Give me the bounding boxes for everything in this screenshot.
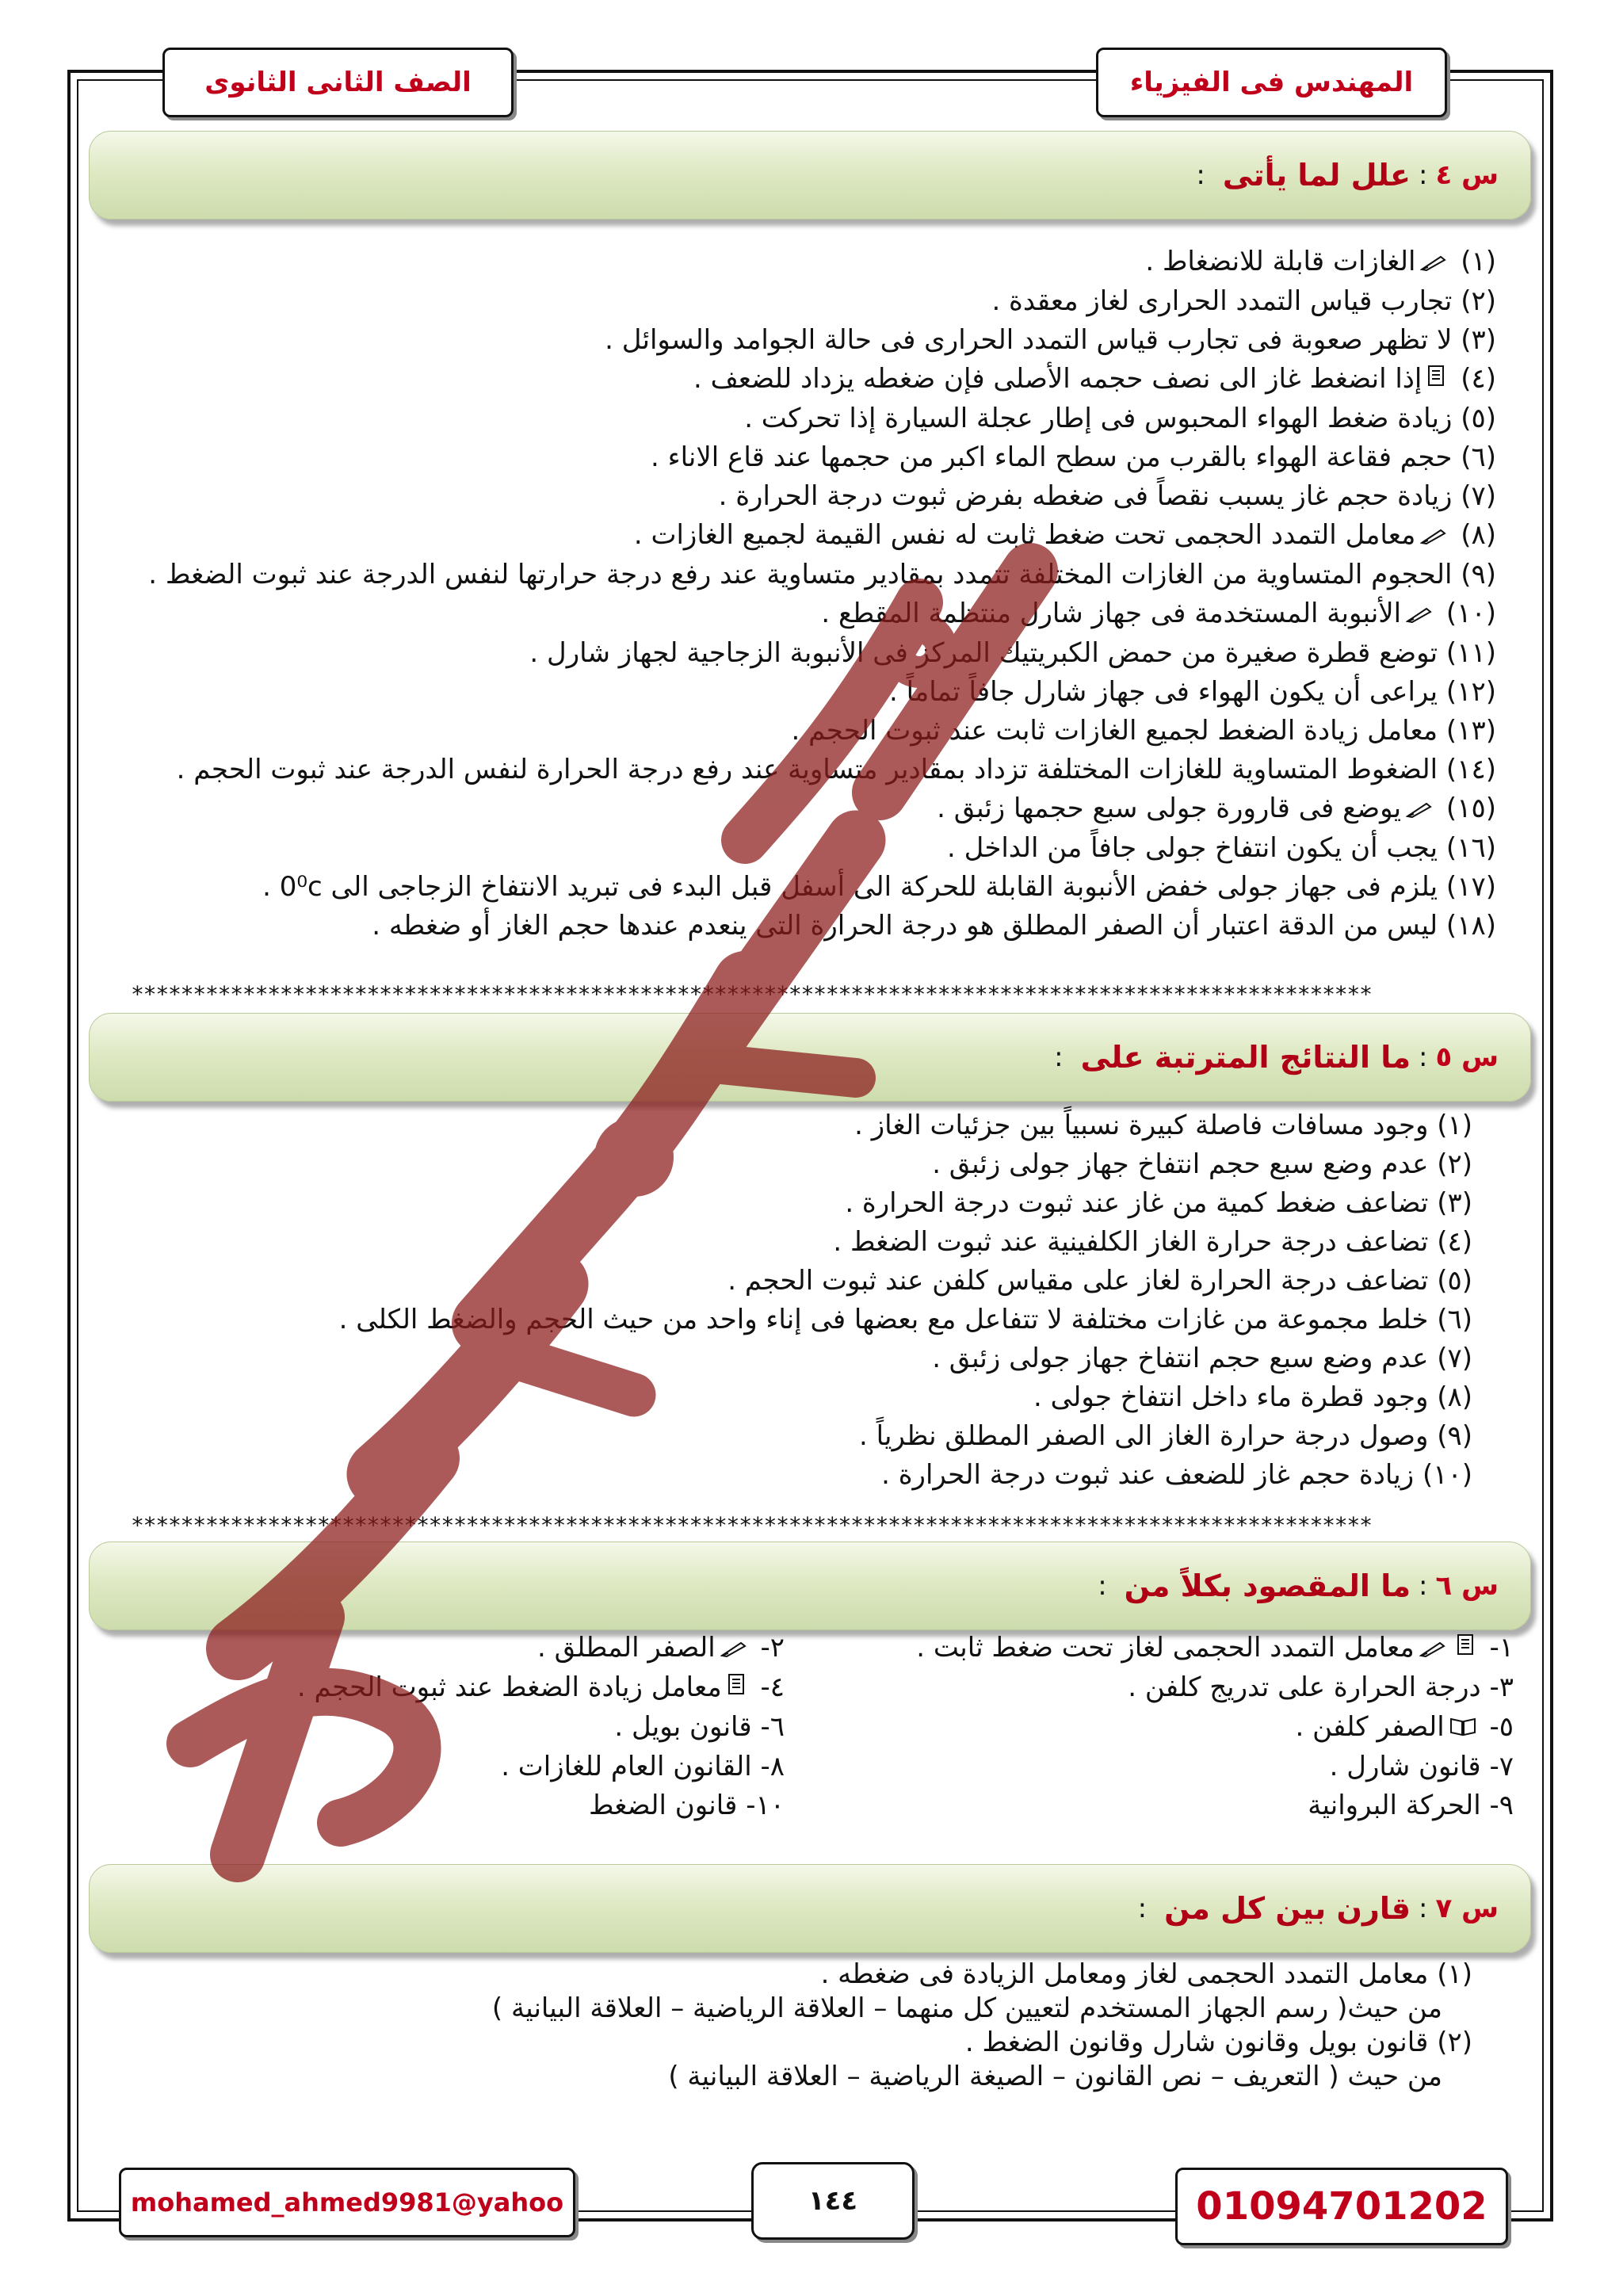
q4-item [148, 868, 1496, 907]
q4-item-text: لا تظهر صعوبة فى تجارب قياس التمدد الحرارى فى حالة الجوامد والسوائل . [605, 324, 1453, 356]
q7-number: س ٧ [1435, 1893, 1499, 1924]
q6-item-text: معامل التمدد الحجمى لغاز تحت ضغط ثابت . [916, 1632, 1415, 1664]
q4-item-text: الأنبوبة المستخدمة فى جهاز شارل منتظمة المقطع . [821, 598, 1402, 629]
q5-item-number: (٦) [1437, 1304, 1472, 1335]
q6-item-text: الصفر المطلق . [537, 1632, 716, 1664]
q4-item-text: يوضع فى قارورة جولى سبع حجمها زئبق . [937, 793, 1402, 824]
q5-item-number: (٤) [1437, 1226, 1472, 1258]
q5-item [339, 1223, 1472, 1262]
q5-title-bar: س ٥ : ما النتائج المترتبة على : [89, 1013, 1531, 1102]
q5-item-text: وجود قطرة ماء داخل انتفاخ جولى . [1033, 1381, 1438, 1413]
q4-item [148, 712, 1496, 751]
q4-item [148, 438, 1496, 477]
q4-item-text: الغازات قابلة للانضغاط . [1145, 246, 1416, 277]
q4-item-number: (١٦) [1438, 832, 1496, 864]
q4-item-text: يراعى أن يكون الهواء فى جهاز شارل جافاً تماماً . [889, 676, 1438, 708]
q5-item-number: (٩) [1437, 1420, 1472, 1452]
q5-item-number: (٢) [1437, 1148, 1472, 1180]
header-grade-label: الصف الثانى الثانوى [162, 48, 514, 117]
q4-item [148, 829, 1496, 868]
document-icon [1456, 1629, 1476, 1668]
q5-item-text: تضاعف درجة الحرارة لغاز على مقياس كلفن عند ثبوت الحجم . [727, 1265, 1438, 1297]
q6-item [785, 1748, 1514, 1786]
q4-item-number: (٦) [1452, 441, 1496, 473]
q4-item-number: (٥) [1452, 403, 1496, 434]
q5-item-number: (١٠) [1422, 1459, 1472, 1491]
q6-item [119, 1668, 785, 1708]
q4-item-text: الضغوط المتساوية للغازات المختلفة تزداد بمقادير متساوية عند رفع درجة الحرارة لنفس الدرجة عند ثبوت الحجم . [176, 754, 1438, 785]
separator-1: **************************************************************************************************** [131, 981, 1372, 1007]
q4-item [148, 477, 1496, 516]
q6-number: س ٦ [1435, 1570, 1499, 1602]
q4-item-text: إذا انضغط غاز الى نصف حجمه الأصلى فإن ضغطه يزداد للضعف . [693, 363, 1423, 395]
q5-item [339, 1378, 1472, 1417]
q4-item-number: (١٢) [1438, 676, 1496, 708]
q5-item [339, 1145, 1472, 1184]
q5-item-text: تضاعف درجة حرارة الغاز الكلفينية عند ثبوت الضغط . [833, 1226, 1438, 1258]
q5-item-text: عدم وضع سبع حجم انتفاخ جهاز جولى زئبق . [932, 1343, 1438, 1374]
q6-item [119, 1629, 785, 1668]
q4-item-number: (١٨) [1438, 910, 1496, 942]
q4-item [148, 594, 1496, 634]
q6-item-number: ٦- [751, 1711, 785, 1743]
q5-item-number: (٣) [1437, 1187, 1472, 1219]
q4-item-text: معامل زيادة الضغط لجميع الغازات ثابت عند ثبوت الحجم . [791, 715, 1438, 747]
q4-item-text: يلزم فى جهاز جولى خفض الأنبوبة القابلة للحركة الى أسفل قبل البدء فى تبريد الانتفاخ الزجاجى الى 0⁰c . [262, 871, 1438, 903]
q4-item-number: (١) [1452, 246, 1496, 277]
q5-item [339, 1106, 1472, 1145]
q4-item-number: (١٣) [1438, 715, 1496, 747]
q4-item [148, 556, 1496, 594]
q6-item-text: القانون العام للغازات . [501, 1751, 752, 1782]
q7-title: قارن بين كل من [1164, 1891, 1411, 1926]
q7-list [492, 1958, 1472, 2094]
q6-item-text: قانون الضغط [589, 1790, 738, 1821]
q4-item-text: زيادة ضغط الهواء المحبوس فى إطار عجلة السيارة إذا تحركت . [744, 403, 1453, 434]
q4-list [148, 243, 1496, 946]
q4-item-number: (٩) [1452, 559, 1496, 590]
pen-note-icon [720, 1629, 747, 1668]
q4-item-text: توضع قطرة صغيرة من حمض الكبريتيك المركز فى الأنبوبة الزجاجية لجهاز شارل . [529, 637, 1438, 669]
q6-item [785, 1708, 1514, 1748]
q4-item [148, 360, 1496, 399]
q6-item-number: ٤- [751, 1671, 785, 1703]
q6-title: ما المقصود بكلاً من [1124, 1568, 1411, 1603]
q5-item [339, 1417, 1472, 1456]
footer-page-number: ١٤٤ [751, 2162, 915, 2240]
q4-item [148, 789, 1496, 829]
q4-item-text: حجم فقاعة الهواء بالقرب من سطح الماء اكبر من حجمها عند قاع الاناء . [650, 441, 1453, 473]
q4-item [148, 634, 1496, 673]
q5-item-number: (٨) [1437, 1381, 1472, 1413]
q4-item-number: (٢) [1452, 285, 1496, 317]
pen-note-icon [1420, 517, 1447, 556]
q5-item [339, 1262, 1472, 1301]
q4-number: س ٤ [1435, 159, 1499, 191]
header-author-label: المهندس فى الفيزياء [1096, 48, 1447, 117]
q5-title: ما النتائج المترتبة على [1080, 1040, 1411, 1075]
q6-item-number: ٧- [1480, 1751, 1514, 1782]
q5-item-text: وصول درجة حرارة الغاز الى الصفر المطلق نظرياً . [859, 1420, 1438, 1452]
q6-item-text: قانون بويل . [614, 1711, 752, 1743]
separator-2: **************************************************************************************************** [131, 1512, 1372, 1538]
q5-item-text: تضاعف ضغط كمية من غاز عند ثبوت درجة الحرارة . [845, 1187, 1438, 1219]
q4-item [148, 516, 1496, 556]
q6-item-number: ٣- [1480, 1671, 1514, 1703]
q6-item [785, 1668, 1514, 1708]
q5-item-number: (٥) [1437, 1265, 1472, 1297]
q4-item [148, 907, 1496, 946]
q6-item-number: ٥- [1480, 1711, 1514, 1743]
q6-item [119, 1708, 785, 1748]
q4-item [148, 321, 1496, 360]
q7-line-2: من حيث( رسم الجهاز المستخدم لتعيين كل منهما – العلاقة الرياضية – العلاقة البيانية ) [491, 1992, 1442, 2024]
q4-item-number: (٨) [1452, 519, 1496, 551]
q5-item [339, 1184, 1472, 1223]
q4-item-text: ليس من الدقة اعتبار أن الصفر المطلق هو درجة الحرارة التى ينعدم عندها حجم الغاز أو ضغطه . [372, 910, 1438, 942]
q4-item [148, 243, 1496, 282]
q6-item-number: ٨- [751, 1751, 785, 1782]
q4-item-text: زيادة حجم غاز يسبب نقصاً فى ضغطه بفرض ثبوت درجة الحرارة . [718, 480, 1453, 512]
q5-list [339, 1106, 1472, 1495]
q4-item-text: تجارب قياس التمدد الحرارى لغاز معقدة . [991, 285, 1453, 317]
q6-item [119, 1786, 785, 1825]
q4-item-number: (٣) [1452, 324, 1496, 356]
q7-line-1: (١) معامل التمدد الحجمى لغاز ومعامل الزيادة فى ضغطه . [820, 1958, 1472, 1990]
document-icon [1426, 361, 1447, 399]
q4-item-number: (١٤) [1438, 754, 1496, 785]
pen-note-icon [1406, 595, 1433, 634]
footer-email: mohamed_ahmed9981@yahoo [119, 2168, 575, 2237]
q6-grid [119, 1629, 1514, 1825]
q6-item [785, 1629, 1514, 1668]
q6-item-text: قانون شارل . [1329, 1751, 1481, 1782]
footer-phone: 01094701202 [1175, 2168, 1508, 2245]
q5-item [339, 1301, 1472, 1339]
q6-item-number: ٢- [751, 1632, 785, 1664]
q6-item-number: ٩- [1480, 1790, 1514, 1821]
q5-item [339, 1339, 1472, 1378]
q5-item-text: خلط مجموعة من غازات مختلفة لا تتفاعل مع بعضها فى إناء واحد من حيث الحجم والضغط الكلى . [338, 1304, 1438, 1335]
q6-item-number: ١٠- [737, 1790, 785, 1821]
q5-item-number: (٧) [1437, 1343, 1472, 1374]
q6-item-text: درجة الحرارة على تدريج كلفن . [1128, 1671, 1481, 1703]
q4-title-bar: س ٤ : علل لما يأتى : [89, 131, 1531, 220]
q5-number: س ٥ [1435, 1041, 1499, 1073]
q5-item-number: (١) [1437, 1110, 1472, 1141]
pen-note-icon [1406, 790, 1433, 829]
document-icon [727, 1669, 747, 1708]
q4-item [148, 399, 1496, 438]
q6-item [785, 1786, 1514, 1825]
q4-item-number: (٤) [1452, 363, 1496, 395]
q4-item-text: معامل التمدد الحجمى تحت ضغط ثابت له نفس القيمة لجميع الغازات . [633, 519, 1416, 551]
q7-line-3: (٢) قانون بويل وقانون شارل وقانون الضغط . [964, 2027, 1472, 2058]
q6-item-number: ١- [1480, 1632, 1514, 1664]
q4-item [148, 751, 1496, 789]
q4-item [148, 673, 1496, 712]
q7-line-4: من حيث ( التعريف – نص القانون – الصيغة الرياضية – العلاقة البيانية ) [668, 2061, 1442, 2092]
q4-item-number: (١١) [1438, 637, 1496, 669]
q7-title-bar: س ٧ : قارن بين كل من : [89, 1864, 1531, 1953]
q4-item-number: (١٥) [1438, 793, 1496, 824]
q5-item-text: وجود مسافات فاصلة كبيرة نسبياً بين جزئيات الغاز . [854, 1110, 1438, 1141]
q4-item-number: (١٠) [1438, 598, 1496, 629]
q6-item-text: الحركة البروانية [1308, 1790, 1481, 1821]
pen-note-icon [1419, 1629, 1446, 1668]
book-icon [1449, 1709, 1476, 1748]
q4-item-number: (٧) [1452, 480, 1496, 512]
q6-item-text: معامل زيادة الضغط عند ثبوت الحجم . [296, 1671, 722, 1703]
q6-item-text: الصفر كلفن . [1295, 1711, 1445, 1743]
pen-note-icon [1420, 243, 1447, 282]
q6-item [119, 1748, 785, 1786]
q4-item-number: (١٧) [1438, 871, 1496, 903]
q4-item-text: الحجوم المتساوية من الغازات المختلفة تتمدد بمقادير متساوية عند رفع درجة حرارتها لنفس الدرجة عند ثبوت الضغط . [148, 559, 1453, 590]
q4-item [148, 282, 1496, 321]
q5-item-text: عدم وضع سبع حجم انتفاخ جهاز جولى زئبق . [932, 1148, 1438, 1180]
q4-item-text: يجب أن يكون انتفاخ جولى جافاً من الداخل . [946, 832, 1438, 864]
q6-title-bar: س ٦ : ما المقصود بكلاً من : [89, 1541, 1531, 1630]
q5-item-text: زيادة حجم غاز للضعف عند ثبوت درجة الحرارة . [881, 1459, 1423, 1491]
q5-item [339, 1456, 1472, 1495]
q4-title: علل لما يأتى [1222, 158, 1411, 193]
